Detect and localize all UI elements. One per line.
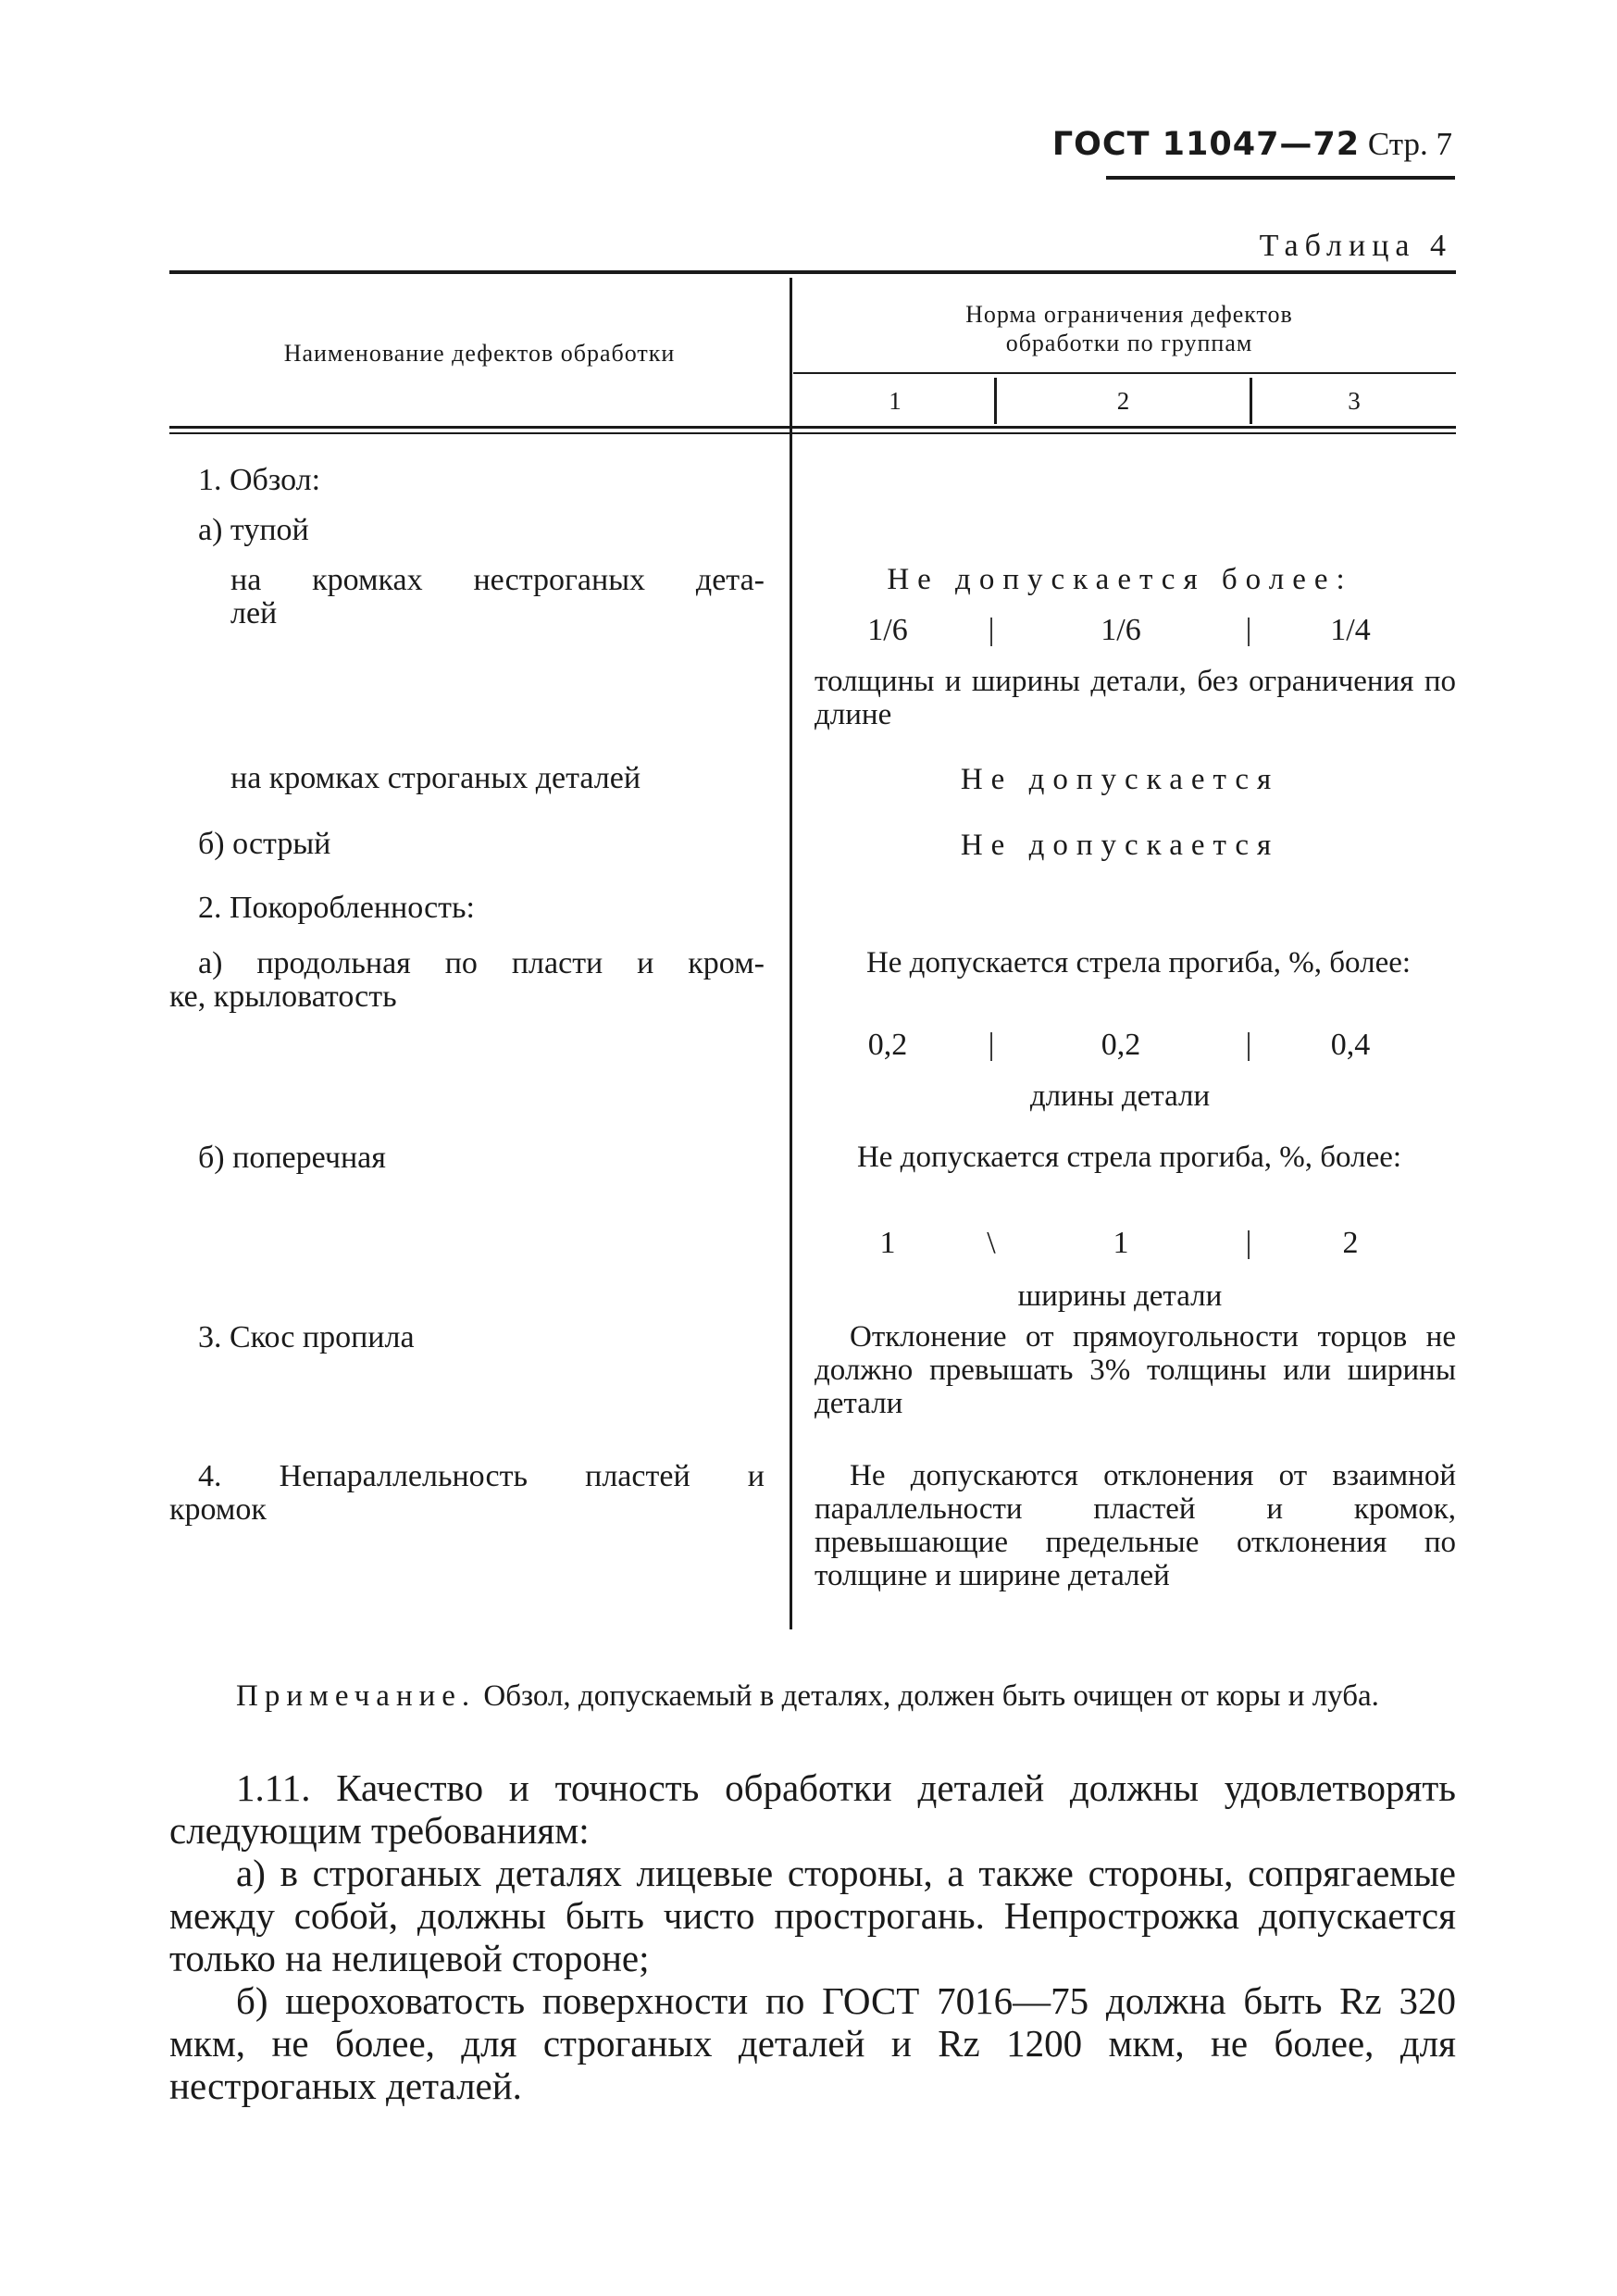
group-number-1: 1 xyxy=(889,387,902,415)
note-text: Обзол, допускаемый в деталях, должен быть очищен от коры и луба. xyxy=(483,1679,1379,1713)
nestrog-value-3: 1/4 xyxy=(1330,613,1371,647)
table-header-rule-2 xyxy=(169,432,1456,434)
nestrog-norm: Не допускается более: xyxy=(887,563,1353,596)
nestrog-desc: толщины и ширины детали, без ограничения по длине xyxy=(815,665,1456,731)
ostryy-norm: Не допускается xyxy=(960,829,1280,862)
neparal-norm: Не допускаются отклонения от взаимной параллельности пластей и кромок, превышающие предельные отклонения по толщине и ширине деталей xyxy=(815,1459,1456,1592)
prod-value-1: 0,2 xyxy=(867,1028,908,1062)
poper-sep-1: \ xyxy=(987,1226,996,1260)
prod-sep-2: | xyxy=(1245,1028,1252,1062)
table-column-divider xyxy=(790,278,792,1629)
prod-value-3: 0,4 xyxy=(1330,1028,1371,1062)
poper-value-3: 2 xyxy=(1342,1226,1359,1260)
table-label: Таблица 4 xyxy=(1259,229,1452,263)
column-header-defect-name: Наименование дефектов обработки xyxy=(283,340,676,367)
nestrog-sep-1: | xyxy=(988,613,995,647)
poper-values-row xyxy=(796,1226,1444,1263)
prod-values-row xyxy=(796,1028,1444,1065)
row-neparal-line1: 4. Непараллельность пластей и xyxy=(198,1459,765,1493)
nestrog-value-2: 1/6 xyxy=(1101,613,1141,647)
paragraph-item-a: а) в строганых деталях лицевые стороны, а также стороны, сопрягаемые между собой, должны быть чисто прострогань. Непрострожка допускается только на нелицевой стороне; xyxy=(169,1852,1456,1979)
table-note xyxy=(169,1678,1456,1716)
paragraph-1-11: 1.11. Качество и точность обработки деталей должны удовлетворять следующим требованиям: xyxy=(169,1766,1456,1852)
row-skos: 3. Скос пропила xyxy=(198,1320,415,1354)
table-header-divider xyxy=(793,372,1456,374)
group-number-3: 3 xyxy=(1348,387,1361,415)
row-obzol: 1. Обзол: xyxy=(198,463,321,497)
row-prod-line2: ке, крыловатость xyxy=(169,980,397,1014)
row-pokor: 2. Покоробленность: xyxy=(198,891,475,925)
row-prod-line1: а) продольная по пласти и кром- xyxy=(198,946,765,980)
page-header xyxy=(1052,126,1452,163)
note-label: Примечание. xyxy=(236,1679,477,1713)
column-header-norm: Норма ограничения дефектов обработки по группам xyxy=(965,301,1293,356)
poper-sep-2: | xyxy=(1245,1226,1252,1260)
poper-value-2: 1 xyxy=(1113,1226,1129,1260)
group-number-2: 2 xyxy=(1116,387,1130,415)
skos-norm: Отклонение от прямоугольности торцов не должно превышать 3% толщины или ширины детали xyxy=(815,1320,1456,1420)
paragraph-item-b: б) шероховатость поверхности по ГОСТ 7016—75 должна быть Rz 320 мкм, не более, для строганых деталей и Rz 1200 мкм, не более, для нестроганых деталей. xyxy=(169,1979,1456,2107)
header-rule xyxy=(1106,176,1455,180)
table-header-rule xyxy=(169,426,1456,429)
row-neparal-line2: кромок xyxy=(169,1492,267,1527)
page-number: Стр. 7 xyxy=(1367,126,1452,162)
prod-sep-1: | xyxy=(988,1028,995,1062)
row-nestrog-line1: на кромках нестроганых дета- xyxy=(230,563,765,597)
poper-value-1: 1 xyxy=(879,1226,896,1260)
nestrog-sep-2: | xyxy=(1245,613,1252,647)
strog-norm: Не допускается xyxy=(960,763,1280,796)
prod-desc: длины детали xyxy=(1029,1079,1211,1113)
prod-value-2: 0,2 xyxy=(1101,1028,1141,1062)
row-tupoy: а) тупой xyxy=(198,513,309,547)
row-strog: на кромках строганых деталей xyxy=(230,761,641,795)
standard-number: ГОСТ 11047—72 xyxy=(1051,126,1361,163)
table-top-rule xyxy=(169,270,1456,274)
poper-norm: Не допускается стрела прогиба, %, более: xyxy=(856,1141,1402,1174)
prod-norm: Не допускается стрела прогиба, %, более: xyxy=(865,946,1412,980)
row-nestrog-line2: лей xyxy=(230,596,278,630)
row-poper: б) поперечная xyxy=(198,1141,386,1175)
nestrog-values-row xyxy=(796,613,1444,650)
nestrog-value-1: 1/6 xyxy=(867,613,908,647)
poper-desc: ширины детали xyxy=(1017,1279,1223,1313)
row-ostryy: б) острый xyxy=(198,827,331,861)
